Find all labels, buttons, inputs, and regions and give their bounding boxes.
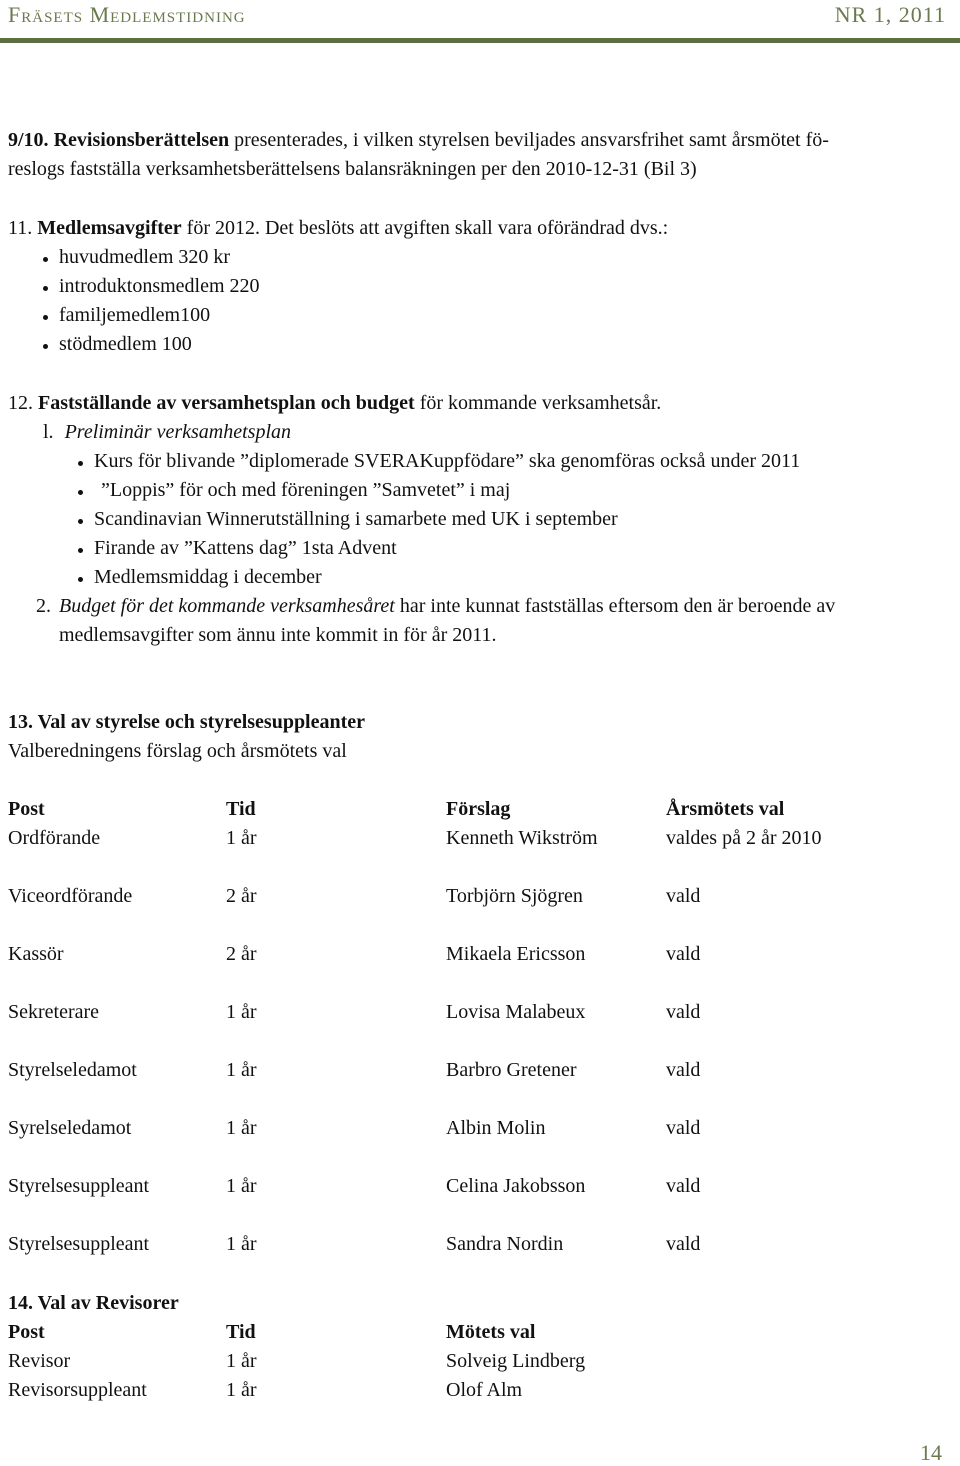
- section-11-intro: [8, 215, 668, 241]
- cell-forslag: Albin Molin: [446, 1117, 546, 1139]
- bullet-icon: [78, 461, 83, 466]
- bullet-icon: [78, 519, 83, 524]
- cell-post: Styrelsesuppleant: [8, 1175, 150, 1197]
- cell-post: Sekreterare: [8, 1001, 100, 1023]
- page-header: [8, 2, 946, 32]
- cell-post: Viceordförande: [8, 885, 133, 907]
- column-header-val: Årsmötets val: [666, 798, 785, 820]
- bullet-icon: [78, 577, 83, 582]
- section-9-10-line-1: [8, 127, 829, 153]
- header-rule: [0, 38, 960, 43]
- fee-item: familjemedlem100: [59, 304, 211, 326]
- cell-tid: 1 år: [226, 1001, 257, 1023]
- cell-val: Solveig Lindberg: [446, 1350, 586, 1372]
- cell-val: vald: [666, 943, 701, 965]
- section-14-heading: 14. Val av Revisorer: [8, 1292, 179, 1314]
- cell-forslag: Mikaela Ericsson: [446, 943, 586, 965]
- fee-item: stödmedlem 100: [59, 333, 192, 355]
- section-12-text: för kommande verksamhetsår.: [419, 392, 662, 414]
- plan-heading: [43, 419, 291, 445]
- cell-val: vald: [666, 1001, 701, 1023]
- plan-item: ”Loppis” för och med föreningen ”Samvetet” i maj: [101, 479, 511, 501]
- cell-post: Kassör: [8, 943, 64, 965]
- cell-val: Olof Alm: [446, 1379, 523, 1401]
- cell-tid: 1 år: [226, 1059, 257, 1081]
- cell-val: vald: [666, 1059, 701, 1081]
- column-header-tid: Tid: [226, 798, 256, 820]
- plan-title: Preliminär verksamhetsplan: [64, 421, 292, 443]
- cell-val: vald: [666, 1233, 701, 1255]
- column-header-tid: Tid: [226, 1321, 256, 1343]
- budget-text-1: har inte kunnat fastställas eftersom den är beroende av: [399, 595, 836, 617]
- cell-forslag: Lovisa Malabeux: [446, 1001, 586, 1023]
- section-13-subtitle: Valberedningens förslag och årsmötets val: [8, 740, 347, 762]
- budget-number: 2.: [36, 595, 51, 617]
- section-9-10-text-1: presenterades, i vilken styrelsen beviljades ansvarsfrihet samt årsmötet fö-: [234, 129, 829, 151]
- cell-tid: 1 år: [226, 1379, 257, 1401]
- cell-forslag: Torbjörn Sjögren: [446, 885, 583, 907]
- section-11-number: 11.: [8, 217, 33, 239]
- column-header-post: Post: [8, 798, 45, 820]
- section-12-heading: Fastställande av versamhetsplan och budget: [38, 392, 415, 414]
- section-13-heading: 13. Val av styrelse och styrelsesuppleanter: [8, 711, 366, 733]
- column-header-forslag: Förslag: [446, 798, 511, 820]
- cell-tid: 1 år: [226, 827, 257, 849]
- cell-tid: 2 år: [226, 885, 257, 907]
- cell-post: Styrelsesuppleant: [8, 1233, 150, 1255]
- bullet-icon: [78, 548, 83, 553]
- cell-post: Revisor: [8, 1350, 71, 1372]
- column-header-post: Post: [8, 1321, 45, 1343]
- cell-tid: 1 år: [226, 1233, 257, 1255]
- cell-val: vald: [666, 885, 701, 907]
- section-9-10-number: 9/10.: [8, 129, 49, 151]
- section-11-text: för 2012. Det beslöts att avgiften skall vara oförändrad dvs.:: [186, 217, 669, 239]
- issue-number: NR 1, 2011: [834, 2, 946, 27]
- bullet-icon: [43, 315, 48, 320]
- plan-number: l.: [43, 421, 54, 443]
- cell-post: Styrelseledamot: [8, 1059, 137, 1081]
- bullet-icon: [78, 490, 83, 495]
- fee-item: introduktonsmedlem 220: [59, 275, 260, 297]
- cell-tid: 1 år: [226, 1350, 257, 1372]
- section-9-10-text-2: reslogs fastställa verksamhetsberättelsens balansräkningen per den 2010-12-31 (Bil 3): [8, 158, 697, 180]
- section-12-intro: [8, 390, 661, 416]
- cell-forslag: Sandra Nordin: [446, 1233, 564, 1255]
- cell-forslag: Kenneth Wikström: [446, 827, 598, 849]
- budget-text-2: medlemsavgifter som ännu inte kommit in för år 2011.: [59, 624, 497, 646]
- fee-item: huvudmedlem 320 kr: [59, 246, 231, 268]
- section-12-number: 12.: [8, 392, 33, 414]
- page-number: 14: [920, 1440, 942, 1465]
- budget-line-1: [59, 593, 835, 619]
- column-header-motets-val: Mötets val: [446, 1321, 536, 1343]
- cell-forslag: Barbro Gretener: [446, 1059, 577, 1081]
- cell-post: Revisorsuppleant: [8, 1379, 147, 1401]
- bullet-icon: [43, 257, 48, 262]
- cell-tid: 2 år: [226, 943, 257, 965]
- plan-item: Firande av ”Kattens dag” 1sta Advent: [94, 537, 397, 559]
- publication-title: Fräsets Medlemstidning: [8, 2, 246, 27]
- budget-title: Budget för det kommande verksamhesåret: [59, 595, 395, 617]
- plan-item: Kurs för blivande ”diplomerade SVERAKuppfödare” ska genomföras också under 2011: [94, 450, 801, 472]
- cell-val: valdes på 2 år 2010: [666, 827, 822, 849]
- cell-tid: 1 år: [226, 1175, 257, 1197]
- cell-forslag: Celina Jakobsson: [446, 1175, 586, 1197]
- cell-post: Syrelseledamot: [8, 1117, 132, 1139]
- bullet-icon: [43, 344, 48, 349]
- section-11-heading: Medlemsavgifter: [37, 217, 182, 239]
- plan-item: Medlemsmiddag i december: [94, 566, 322, 588]
- cell-val: vald: [666, 1117, 701, 1139]
- cell-tid: 1 år: [226, 1117, 257, 1139]
- cell-val: vald: [666, 1175, 701, 1197]
- section-9-10-heading: Revisionsberättelsen: [53, 129, 230, 151]
- bullet-icon: [43, 286, 48, 291]
- plan-item: Scandinavian Winnerutställning i samarbete med UK i september: [94, 508, 618, 530]
- cell-post: Ordförande: [8, 827, 101, 849]
